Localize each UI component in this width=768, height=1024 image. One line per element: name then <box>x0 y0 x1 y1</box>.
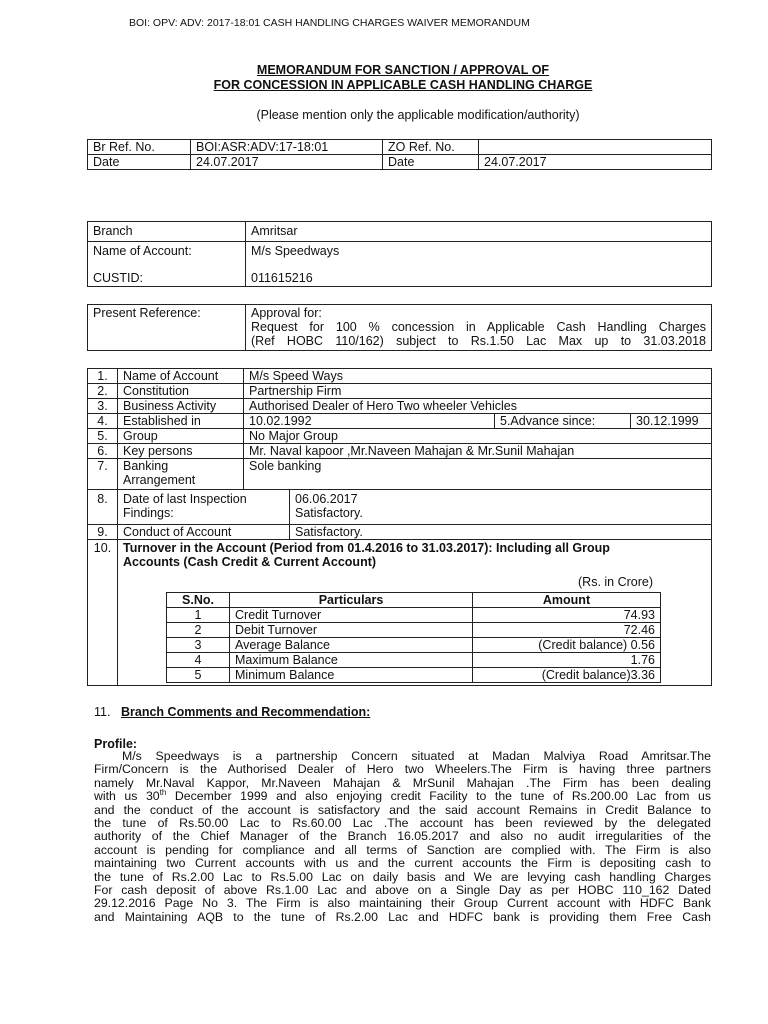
custid-value: 011615216 <box>251 271 313 285</box>
row-label: Name of Account <box>118 369 244 384</box>
row-num: 7. <box>88 459 118 490</box>
row-value: No Major Group <box>244 429 712 444</box>
profile-line-4-end: December 1999 and also enjoying credit Facility to the tune of Rs.200.00 Lac from us <box>166 789 711 804</box>
row-num: 9. <box>88 525 118 540</box>
custid-label: CUSTID: <box>93 271 143 285</box>
date-label: Date <box>88 155 191 170</box>
profile-line: 29.12.2016 Page No 3. The Firm is also maintaining their Group Current account with HDFC Bank <box>94 896 711 911</box>
table-row <box>167 653 661 668</box>
advance-since-label: 5.Advance since: <box>495 414 631 429</box>
row-label: Business Activity <box>118 399 244 414</box>
amount-cell: (Credit balance) 0.56 <box>473 638 661 653</box>
present-reference-table <box>87 304 712 351</box>
present-reference-line-3: (Ref HOBC 110/162) subject to Rs.1.50 Lac Max up to 31.03.2018 <box>251 334 706 348</box>
profile-line <box>94 790 711 803</box>
instruction-note: (Please mention only the applicable modification/authority) <box>256 108 580 122</box>
table-row <box>167 608 661 623</box>
row-value: Satisfactory. <box>290 525 712 540</box>
account-name-value-cell <box>246 242 712 287</box>
particulars-cell: Minimum Balance <box>230 668 473 683</box>
present-reference-line-2: Request for 100 % concession in Applicable Cash Handling Charges <box>251 320 706 334</box>
banking-label-line-2: Arrangement <box>123 473 196 487</box>
banking-label-line-1: Banking <box>123 459 169 473</box>
section-11-number: 11. <box>94 705 111 719</box>
particulars-cell: Average Balance <box>230 638 473 653</box>
row-label: Group <box>118 429 244 444</box>
memo-title-line-2: FOR CONCESSION IN APPLICABLE CASH HANDLING CHARGE <box>213 78 593 92</box>
inspection-label-cell <box>118 490 290 525</box>
reference-table <box>87 139 712 170</box>
account-name-value: M/s Speedways <box>251 244 340 258</box>
amount-cell: 72.46 <box>473 623 661 638</box>
profile-line: the tune of Rs.2.00 Lac to Rs.5.00 Lac on daily basis and We are levying cash handling Charges <box>94 869 711 884</box>
row-num: 10. <box>88 540 118 686</box>
zo-date-value: 24.07.2017 <box>479 155 712 170</box>
memo-title-line-1: MEMORANDUM FOR SANCTION / APPROVAL OF <box>256 63 550 77</box>
profile-line: maintaining two Current accounts with us and the current accounts the Firm is depositing cash to <box>94 856 711 871</box>
turnover-header-sno: S.No. <box>167 593 230 608</box>
row-label: Established in <box>118 414 244 429</box>
inspection-value-cell <box>290 490 712 525</box>
turnover-unit-note: (Rs. in Crore) <box>578 575 654 589</box>
section-11-heading: Branch Comments and Recommendation: <box>121 705 371 719</box>
branch-label: Branch <box>88 222 246 242</box>
row-value: Authorised Dealer of Hero Two wheeler Vehicles <box>244 399 712 414</box>
row-num: 4. <box>88 414 118 429</box>
row-num: 8. <box>88 490 118 525</box>
present-reference-line-1: Approval for: <box>251 306 322 320</box>
profile-label: Profile: <box>94 737 138 751</box>
turnover-table <box>166 592 661 683</box>
particulars-cell: Debit Turnover <box>230 623 473 638</box>
sno-cell: 1 <box>167 608 230 623</box>
profile-line: For cash deposit of above Rs.1.00 Lac and above on a Single Day as per HOBC 110_162 Dated <box>94 882 711 897</box>
profile-line: account is pending for compliance and all terms of Sanction are complied with. The Firm is also <box>94 842 711 857</box>
branch-table <box>87 221 712 287</box>
br-ref-label: Br Ref. No. <box>88 140 191 155</box>
present-reference-value <box>246 305 712 351</box>
table-row <box>167 668 661 683</box>
row-num: 5. <box>88 429 118 444</box>
row-num: 1. <box>88 369 118 384</box>
turnover-header-amount: Amount <box>473 593 661 608</box>
account-name-cell <box>88 242 246 287</box>
amount-cell: (Credit balance)3.36 <box>473 668 661 683</box>
inspection-date: 06.06.2017 <box>295 492 358 506</box>
row-num: 6. <box>88 444 118 459</box>
profile-line: M/s Speedways is a partnership Concern situated at Madan Malviya Road Amritsar.The <box>122 749 711 763</box>
row-value: Mr. Naval kapoor ,Mr.Naveen Mahajan & Mr.Sunil Mahajan <box>244 444 712 459</box>
turnover-heading-line-2: Accounts (Cash Credit & Current Account) <box>123 555 377 569</box>
row-value: Sole banking <box>244 459 712 490</box>
profile-line: the tune of Rs.50.00 Lac to Rs.60.00 Lac .The account has been reviewed by the delegated <box>94 815 711 830</box>
advance-since-value: 30.12.1999 <box>631 414 712 429</box>
row-label: Key persons <box>118 444 244 459</box>
account-name-label: Name of Account: <box>93 244 192 258</box>
profile-line: authority of the Chief Manager of the Branch 16.05.2017 and also no audit irregularities of the <box>94 829 711 844</box>
turnover-heading-line-1: Turnover in the Account (Period from 01.4.2016 to 31.03.2017): Including all Group <box>123 541 610 555</box>
particulars-cell: Maximum Balance <box>230 653 473 668</box>
inspection-label-line-2: Findings: <box>123 506 174 520</box>
sno-cell: 4 <box>167 653 230 668</box>
br-ref-value: BOI:ASR:ADV:17-18:01 <box>191 140 383 155</box>
zo-ref-label: ZO Ref. No. <box>383 140 479 155</box>
row-num: 2. <box>88 384 118 399</box>
inspection-label-line-1: Date of last Inspection <box>123 492 247 506</box>
present-reference-label: Present Reference: <box>88 305 246 351</box>
turnover-header-particulars: Particulars <box>230 593 473 608</box>
sno-cell: 2 <box>167 623 230 638</box>
inspection-findings: Satisfactory. <box>295 506 363 520</box>
row-num: 3. <box>88 399 118 414</box>
amount-cell: 1.76 <box>473 653 661 668</box>
row-value: Partnership Firm <box>244 384 712 399</box>
date-value: 24.07.2017 <box>191 155 383 170</box>
row-label: Constitution <box>118 384 244 399</box>
sno-cell: 5 <box>167 668 230 683</box>
profile-line-4-start: with us 30 <box>94 789 160 804</box>
table-row <box>167 623 661 638</box>
particulars-cell: Credit Turnover <box>230 608 473 623</box>
row-label: Conduct of Account <box>118 525 290 540</box>
profile-paragraph <box>94 750 711 924</box>
branch-value: Amritsar <box>246 222 712 242</box>
ordinal-suffix: th <box>159 788 167 798</box>
profile-line: and the conduct of the account is satisfactory and the said account Remains in Credit Balance to <box>94 802 711 817</box>
row-value: M/s Speed Ways <box>244 369 712 384</box>
sno-cell: 3 <box>167 638 230 653</box>
profile-line: namely Mr.Naval Kappor, Mr.Naveen Mahajan & MrSunil Mahajan .The Firm has been dealing <box>94 775 711 790</box>
profile-line: and Maintaining AQB to the tune of Rs.2.00 Lac and HDFC bank is providing them Free Cash <box>94 909 711 924</box>
zo-date-label: Date <box>383 155 479 170</box>
banking-label-cell <box>118 459 244 490</box>
table-row <box>167 638 661 653</box>
profile-line: Firm/Concern is the Authorised Dealer of Hero two Wheelers.The Firm is having three partners <box>94 762 711 777</box>
zo-ref-value <box>479 140 712 155</box>
document-header-line: BOI: OPV: ADV: 2017-18:01 CASH HANDLING CHARGES WAIVER MEMORANDUM <box>129 17 530 29</box>
amount-cell: 74.93 <box>473 608 661 623</box>
established-value: 10.02.1992 <box>244 414 495 429</box>
